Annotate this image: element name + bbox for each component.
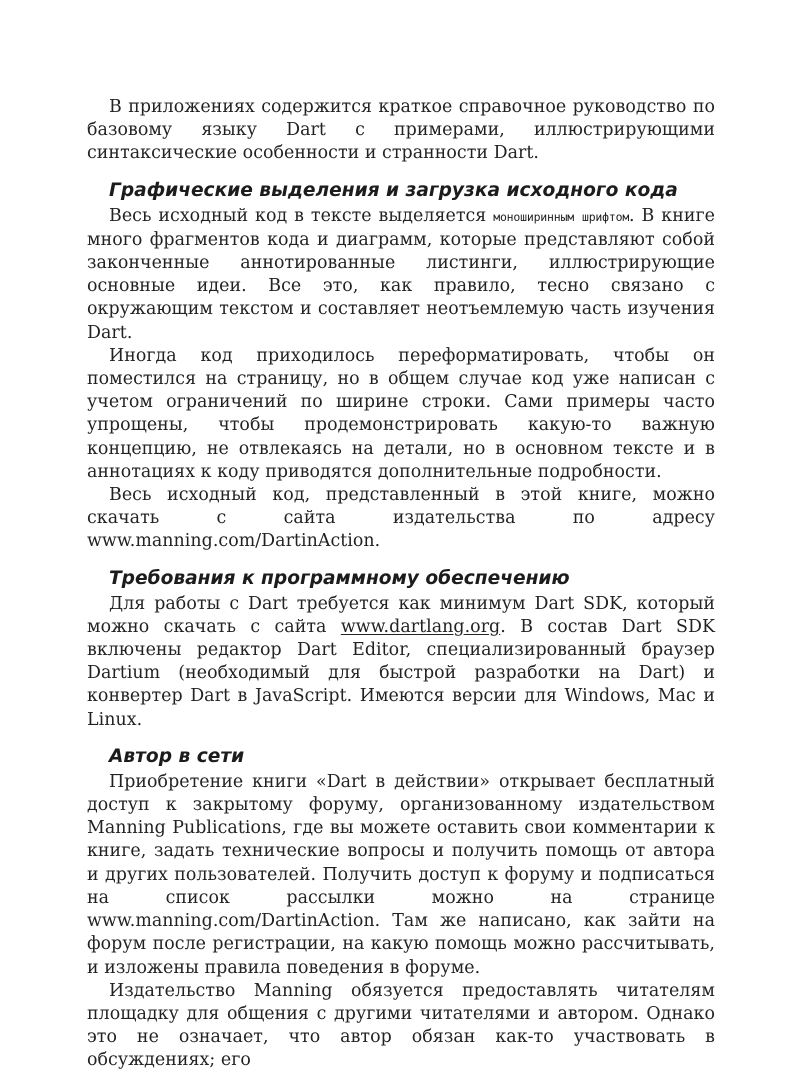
paragraph-code-highlighting — [87, 205, 715, 345]
paragraph-software-requirements — [87, 593, 715, 732]
monospace-sample: моноширинным шрифтом — [493, 209, 630, 224]
text-fragment: Весь исходный код в тексте выделяется — [109, 205, 494, 226]
dartlang-link[interactable]: www.dartlang.org — [340, 616, 501, 637]
paragraph-code-download: Весь исходный код, представленный в этой книге, можно скачать с сайта издательства по адресу www.manning.com/DartinAction. — [87, 485, 715, 552]
paragraph-code-reformatting: Иногда код приходилось переформатировать, чтобы он поместился на страницу, но в общем случае код уже написан с учетом ограничений по ширине строки. Сами примеры часто упрощены, чтобы продемонстрировать какую-то важную концепцию, не отвлекаясь на детали, но в основном тексте и в аннотациях к коду приводятся дополнительные подробности. — [87, 345, 715, 482]
intro-paragraph: В приложениях содержится краткое справочное руководство по базовому языку Dart с примерами, иллюстрирующими синтаксические особенности и странности Dart. — [87, 97, 715, 164]
text-fragment: Для работы с Dart требуется как минимум Dart SDK, который можно скачать с сайта — [87, 593, 715, 637]
heading-code-conventions: Графические выделения и загрузка исходного кода — [109, 179, 678, 201]
heading-author-online: Автор в сети — [109, 745, 245, 767]
book-page — [87, 96, 715, 1073]
text-fragment: . В книге много фрагментов кода и диаграмм, которые представляют собой законченные аннотированные листинги, иллюстрирующие основные идеи. Все это, как правило, тесно связано с окружающим текстом и составляет неотъемлемую часть изучения Dart. — [87, 205, 715, 343]
paragraph-author-forum: Приобретение книги «Dart в действии» открывает бесплатный доступ к закрытому форуму, организованному издательством Manning Publications, где вы можете оставить свои комментарии к книге, задать технические вопросы и получить помощь от автора и других пользователей. Получить доступ к форуму и подписаться на список рассылки можно на странице www.manning.com/DartinAction. Там же написано, как зайти на форум после регистрации, на какую помощь можно рассчитывать, и изложены правила поведения в форуме. — [87, 771, 715, 978]
heading-software-requirements: Требования к программному обеспечению — [109, 567, 570, 589]
text-fragment: . В состав Dart SDK включены редактор Dart Editor, специализированный браузер Dartium (необходимый для быстрой разработки на Dart) и конвертер Dart в JavaScript. Имеются версии для Windows, Mac и Linux. — [87, 616, 715, 730]
paragraph-manning-commitment: Издательство Manning обязуется предоставлять читателям площадку для общения с другими читателями и автором. Однако это не означает, что автор обязан как-то участвовать в обсуждениях; его — [87, 980, 715, 1071]
